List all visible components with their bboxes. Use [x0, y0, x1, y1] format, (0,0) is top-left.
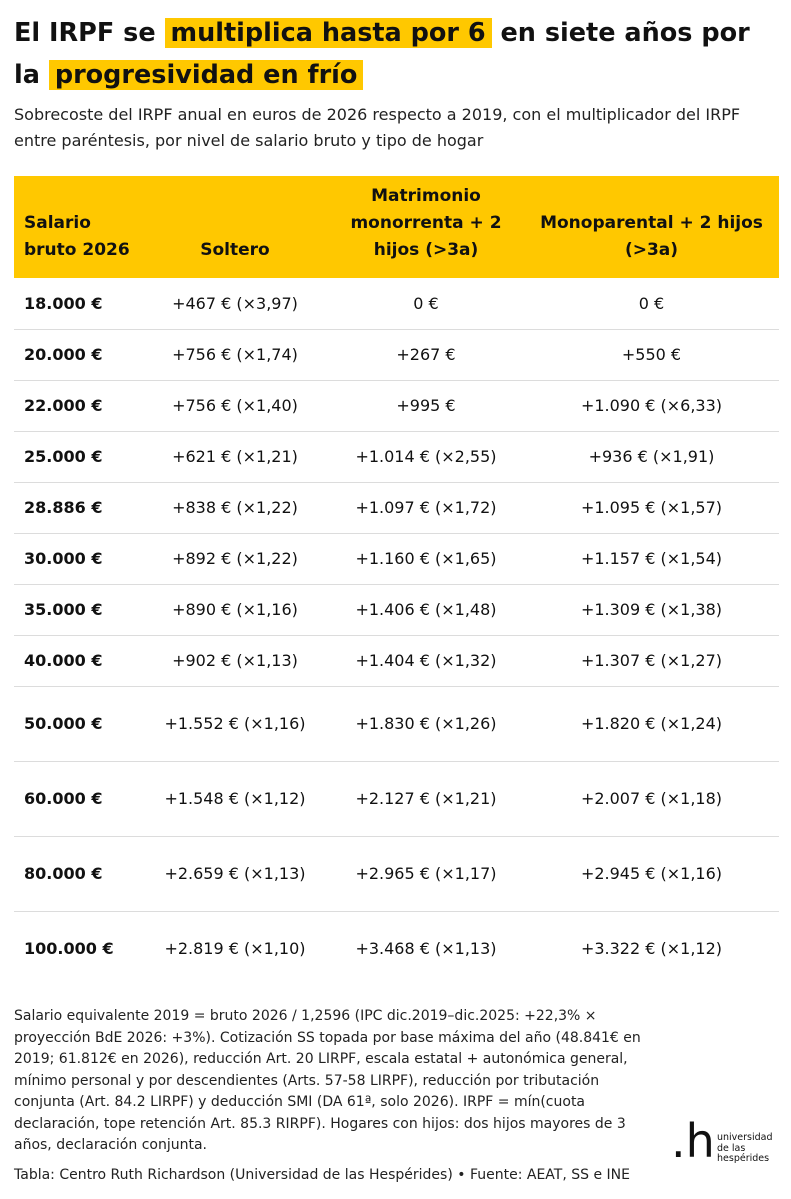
- cell-matrimonio: +3.468 € (×1,13): [355, 939, 497, 959]
- cell-monoparental: +2.945 € (×1,16): [524, 836, 779, 911]
- header-matrimonio: Matrimonio monorrenta + 2 hijos (>3a): [328, 176, 524, 278]
- cell-soltero: +1.548 € (×1,12): [142, 761, 328, 836]
- cell-salario: 100.000 €: [24, 939, 114, 959]
- cell-monoparental: +550 €: [524, 329, 779, 380]
- cell-monoparental: +1.820 € (×1,24): [524, 686, 779, 761]
- cell-matrimonio: +1.014 € (×2,55): [328, 431, 524, 482]
- cell-matrimonio: +995 €: [328, 380, 524, 431]
- table-row: [14, 329, 779, 380]
- cell-salario: 40.000 €: [14, 635, 142, 686]
- cell-soltero: +1.552 € (×1,16): [142, 686, 328, 761]
- table-row: [14, 761, 779, 836]
- table-header-row: [14, 176, 779, 278]
- cell-monoparental: +1.095 € (×1,57): [524, 482, 779, 533]
- table-row: [14, 635, 779, 686]
- title-highlight2: progresividad en frío: [49, 60, 364, 90]
- table-row: [14, 482, 779, 533]
- cell-monoparental: +1.157 € (×1,54): [524, 533, 779, 584]
- cell-soltero: +902 € (×1,13): [142, 635, 328, 686]
- table-row: [14, 686, 779, 761]
- cell-matrimonio: +2.127 € (×1,21): [328, 761, 524, 836]
- cell-matrimonio: +1.406 € (×1,48): [328, 584, 524, 635]
- cell-monoparental: +936 € (×1,91): [524, 431, 779, 482]
- cell-salario: 60.000 €: [14, 761, 142, 836]
- cell-soltero: +838 € (×1,22): [142, 482, 328, 533]
- cell-soltero: +2.659 € (×1,13): [142, 836, 328, 911]
- logo-line1: universidad: [717, 1132, 773, 1143]
- cell-soltero: +890 € (×1,16): [142, 584, 328, 635]
- university-logo: [671, 1116, 771, 1166]
- header-salario: Salario bruto 2026: [14, 176, 142, 278]
- title-highlight1: multiplica hasta por 6: [165, 18, 492, 48]
- cell-salario: 22.000 €: [14, 380, 142, 431]
- logo-mark: .h: [671, 1114, 715, 1168]
- title-part2: en siete años por la: [14, 18, 750, 90]
- table-row: [14, 911, 779, 986]
- cell-salario: 80.000 €: [14, 836, 142, 911]
- cell-monoparental: +2.007 € (×1,18): [524, 761, 779, 836]
- table-row: [14, 533, 779, 584]
- table-row: [14, 431, 779, 482]
- methodology-notes: Salario equivalente 2019 = bruto 2026 / 1,2596 (IPC dic.2019–dic.2025: +22,3% × proyección BdE 2026: +3%). Cotización SS topada por base máxima del año (48.841€ en 2019; 61.812€ en 2026), reducción Art. 20 LIRPF, escala estatal + autonómica general, mínimo personal y por descendientes (Arts. 57-58 LIRPF), reducción por tributación conjunta (Art. 84.2 LIRPF) y deducción SMI (DA 61ª, solo 2026). IRPF = mín(cuota declaración, tope retención Art. 85.3 RIRPF). Hogares con hijos: dos hijos mayores de 3 años, declaración conjunta.: [14, 1008, 641, 1153]
- source-credit: Tabla: Centro Ruth Richardson (Universidad de las Hespérides) • Fuente: AEAT, SS e INE: [14, 1167, 630, 1183]
- irpf-table: [14, 176, 779, 986]
- cell-matrimonio: +1.404 € (×1,32): [328, 635, 524, 686]
- cell-matrimonio: 0 €: [328, 278, 524, 329]
- cell-salario: 18.000 €: [14, 278, 142, 329]
- cell-matrimonio: +1.097 € (×1,72): [328, 482, 524, 533]
- logo-line3: hespérides: [717, 1153, 770, 1164]
- table-row: [14, 278, 779, 329]
- cell-salario: 30.000 €: [14, 533, 142, 584]
- page-title: [14, 12, 779, 96]
- cell-soltero: +2.819 € (×1,10): [164, 939, 306, 959]
- subtitle: Sobrecoste del IRPF anual en euros de 2026 respecto a 2019, con el multiplicador del IRPF entre paréntesis, por nivel de salario bruto y tipo de hogar: [14, 105, 741, 150]
- header-monoparental: Monoparental + 2 hijos (>3a): [524, 176, 779, 278]
- cell-salario: 25.000 €: [14, 431, 142, 482]
- cell-matrimonio: +1.830 € (×1,26): [328, 686, 524, 761]
- cell-matrimonio: +2.965 € (×1,17): [328, 836, 524, 911]
- cell-monoparental: +3.322 € (×1,12): [580, 939, 723, 959]
- cell-monoparental: 0 €: [524, 278, 779, 329]
- table-row: [14, 836, 779, 911]
- cell-salario: 28.886 €: [14, 482, 142, 533]
- title-part1: El IRPF se: [14, 18, 165, 48]
- cell-soltero: +756 € (×1,74): [142, 329, 328, 380]
- cell-monoparental: +1.307 € (×1,27): [524, 635, 779, 686]
- table-row: [14, 584, 779, 635]
- cell-monoparental: +1.309 € (×1,38): [524, 584, 779, 635]
- cell-salario: 50.000 €: [14, 686, 142, 761]
- cell-monoparental: +1.090 € (×6,33): [524, 380, 779, 431]
- logo-line2: de las: [717, 1142, 746, 1154]
- cell-soltero: +467 € (×3,97): [142, 278, 328, 329]
- cell-matrimonio: +267 €: [328, 329, 524, 380]
- cell-salario: 35.000 €: [14, 584, 142, 635]
- cell-salario: 20.000 €: [14, 329, 142, 380]
- cell-soltero: +756 € (×1,40): [142, 380, 328, 431]
- cell-matrimonio: +1.160 € (×1,65): [328, 533, 524, 584]
- header-soltero: Soltero: [142, 176, 328, 278]
- cell-soltero: +621 € (×1,21): [142, 431, 328, 482]
- table-row: [14, 380, 779, 431]
- cell-soltero: +892 € (×1,22): [142, 533, 328, 584]
- logo-wordmark: [717, 1133, 773, 1165]
